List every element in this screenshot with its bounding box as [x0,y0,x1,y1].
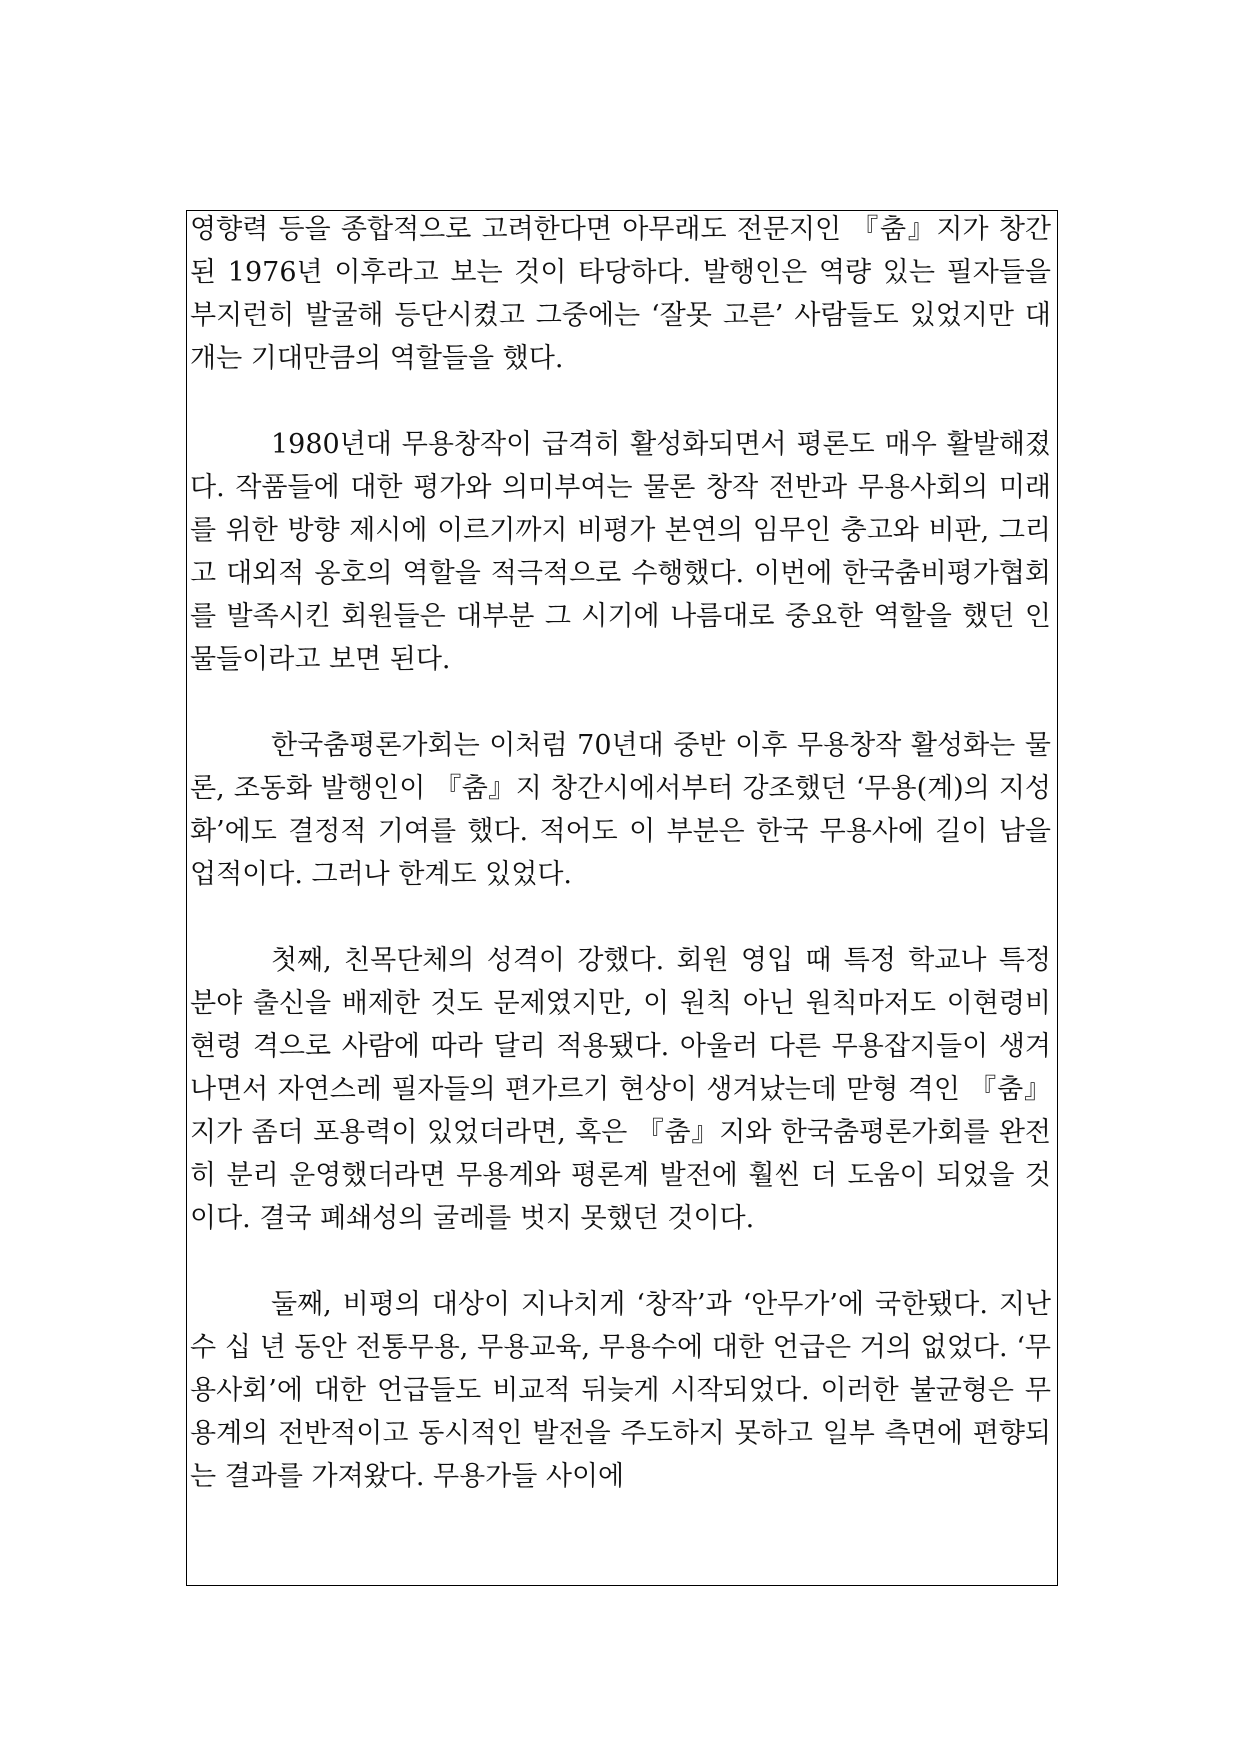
paragraph-2: 1980년대 무용창작이 급격히 활성화되면서 평론도 매우 활발해졌다. 작품들에 대한 평가와 의미부여는 물론 창작 전반과 무용사회의 미래를 위한 방향 제시에 이르기까지 비평가 본연의 임무인 충고와 비판, 그리고 대외적 옹호의 역할을 적극적으로 수행했다. 이번에 한국춤비평가협회를 발족시킨 회원들은 대부분 그 시기에 나름대로 중요한 역할을 했던 인물들이라고 보면 된다. [190,429,1051,675]
text-frame [186,210,1058,1586]
paragraph-3: 한국춤평론가회는 이처럼 70년대 중반 이후 무용창작 활성화는 물론, 조동화 발행인이 『춤』지 창간시에서부터 강조했던 ‘무용(계)의 지성화’에도 결정적 기여를 했다. 적어도 이 부분은 한국 무용사에 길이 남을 업적이다. 그러나 한계도 있었다. [190,730,1051,890]
paragraph-1: 영향력 등을 종합적으로 고려한다면 아무래도 전문지인 『춤』지가 창간된 1976년 이후라고 보는 것이 타당하다. 발행인은 역량 있는 필자들을 부지런히 발굴해 등단시켰고 그중에는 ‘잘못 고른’ 사람들도 있었지만 대개는 기대만큼의 역할들을 했다. [190,214,1051,374]
paragraph-5: 둘째, 비평의 대상이 지나치게 ‘창작’과 ‘안무가’에 국한됐다. 지난 수 십 년 동안 전통무용, 무용교육, 무용수에 대한 언급은 거의 없었다. ‘무용사회’에 대한 언급들도 비교적 뒤늦게 시작되었다. 이러한 불균형은 무용계의 전반적이고 동시적인 발전을 주도하지 못하고 일부 측면에 편향되는 결과를 가져왔다. 무용가들 사이에 [190,1289,1051,1492]
paragraph-4: 첫째, 친목단체의 성격이 강했다. 회원 영입 때 특정 학교나 특정 분야 출신을 배제한 것도 문제였지만, 이 원칙 아닌 원칙마저도 이현령비현령 격으로 사람에 따라 달리 적용됐다. 아울러 다른 무용잡지들이 생겨나면서 자연스레 필자들의 편가르기 현상이 생겨났는데 맏형 격인 『춤』지가 좀더 포용력이 있었더라면, 혹은 『춤』지와 한국춤평론가회를 완전히 분리 운영했더라면 무용계와 평론계 발전에 훨씬 더 도움이 되었을 것이다. 결국 폐쇄성의 굴레를 벗지 못했던 것이다. [190,945,1051,1234]
